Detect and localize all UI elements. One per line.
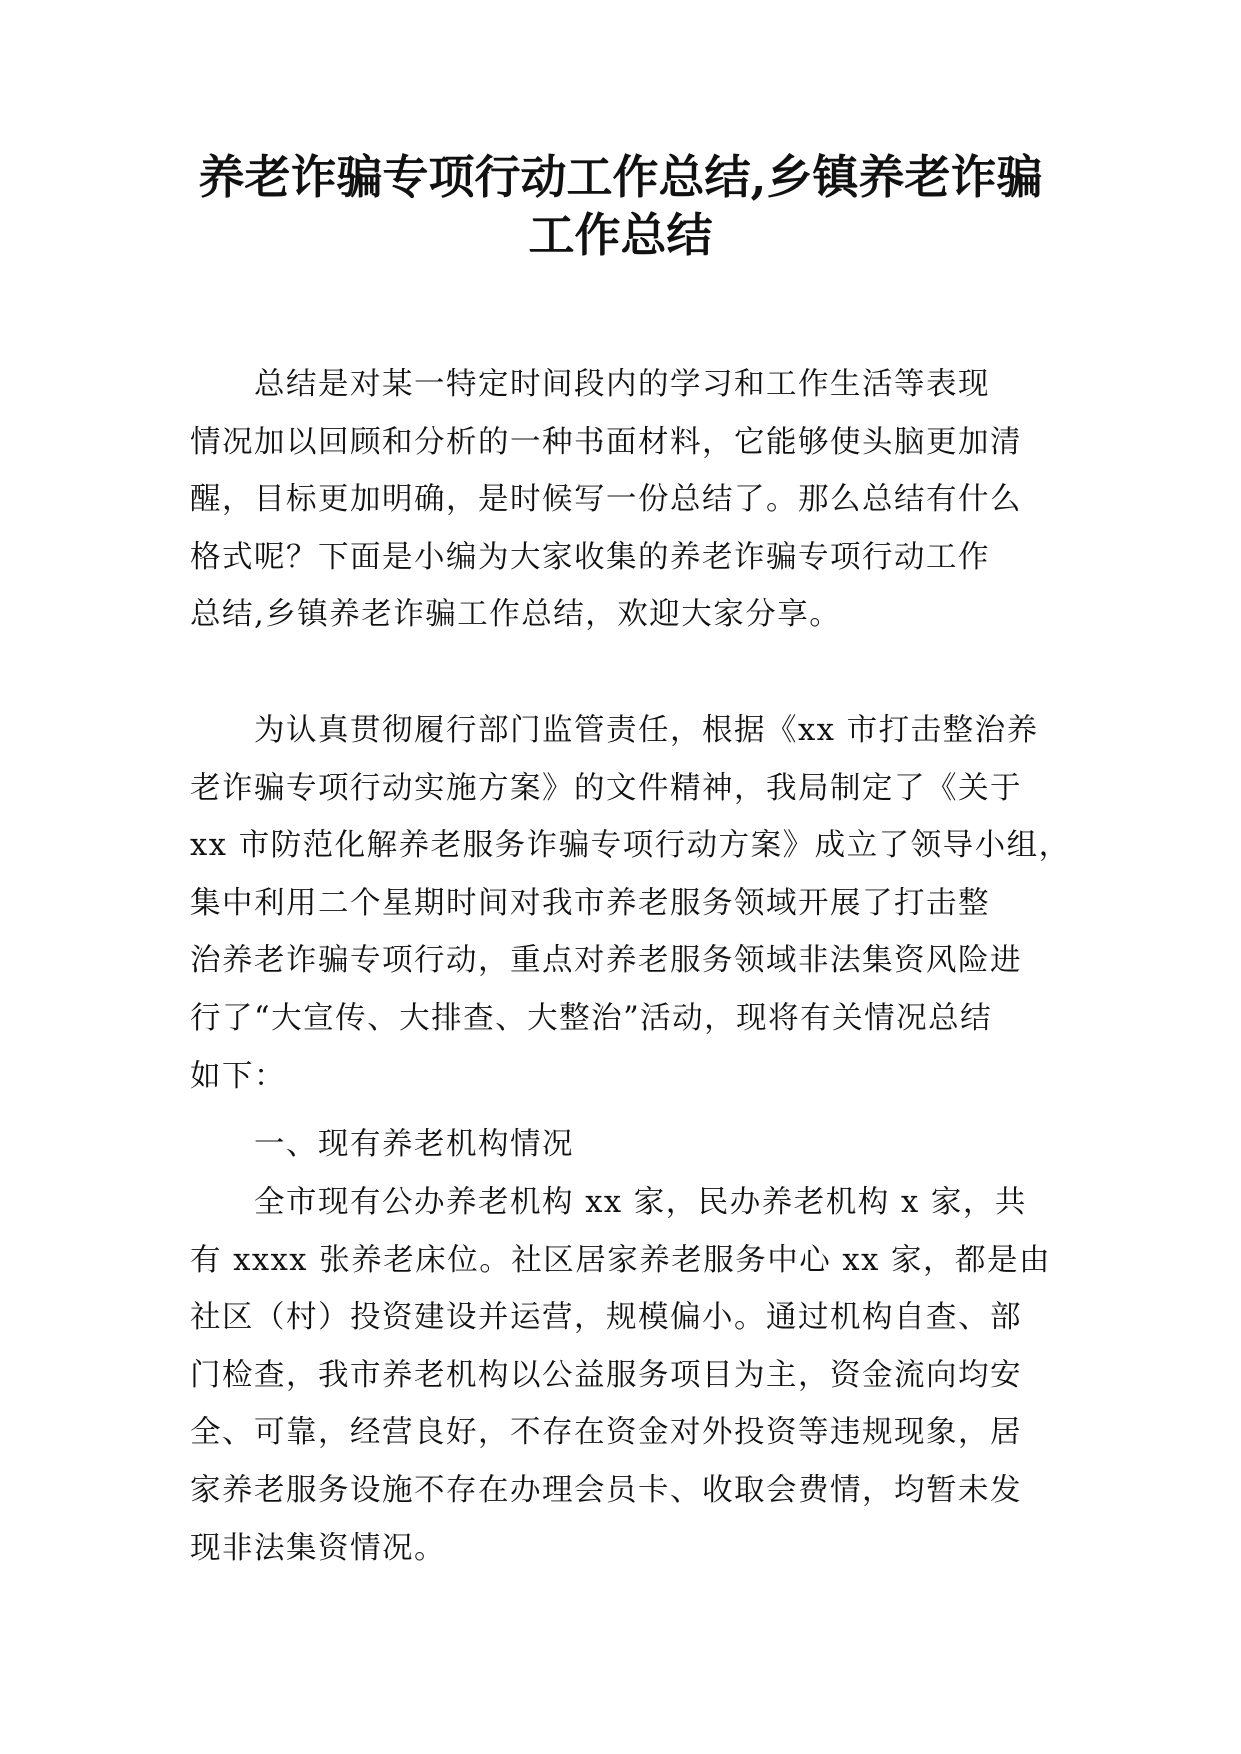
document-title <box>150 148 1091 264</box>
text-line: 总结是对某一特定时间段内的学习和工作生活等表现 <box>254 367 990 402</box>
text-line: 格式呢？下面是小编为大家收集的养老诈骗专项行动工作 <box>190 539 990 575</box>
text-line: 情况加以回顾和分析的一种书面材料，它能够使头脑更加清 <box>190 424 1022 460</box>
text-line: 家养老服务设施不存在办理会员卡、收取会费情，均暂未发 <box>190 1472 1022 1508</box>
body-paragraph-2 <box>190 1174 1055 1577</box>
text-line: 醒，目标更加明确，是时候写一份总结了。那么总结有什么 <box>190 482 1022 518</box>
text-line: 集中利用二个星期时间对我市养老服务领域开展了打击整 <box>190 885 990 921</box>
text-line: 全、可靠，经营良好，不存在资金对外投资等违规现象，居 <box>190 1415 1022 1451</box>
text-line: 行了“大宣传、大排查、大整治”活动，现将有关情况总结 <box>190 1000 993 1036</box>
text-line: 总结,乡镇养老诈骗工作总结，欢迎大家分享。 <box>190 597 842 633</box>
text-line: 有 xxxx 张养老床位。社区居家养老服务中心 xx 家，都是由 <box>190 1242 1051 1278</box>
text-line: 现非法集资情况。 <box>190 1530 446 1566</box>
text-line: xx 市防范化解养老服务诈骗专项行动方案》成立了领导小组， <box>190 828 1071 864</box>
text-line: 如下： <box>190 1058 286 1094</box>
text-line: 老诈骗专项行动实施方案》的文件精神，我局制定了《关于 <box>190 770 1022 806</box>
section-heading <box>190 1116 1055 1174</box>
title-line-1: 养老诈骗专项行动工作总结,乡镇养老诈骗 <box>198 150 1043 204</box>
section-heading-text: 一、现有养老机构情况 <box>254 1127 574 1162</box>
text-line: 为认真贯彻履行部门监管责任，根据《xx 市打击整治养 <box>254 713 1039 748</box>
body-paragraph-1 <box>190 702 1071 1105</box>
text-line: 门检查，我市养老机构以公益服务项目为主，资金流向均安 <box>190 1357 1022 1393</box>
text-line: 全市现有公办养老机构 xx 家，民办养老机构 x 家，共 <box>254 1185 1027 1220</box>
text-line: 治养老诈骗专项行动，重点对养老服务领域非法集资风险进 <box>190 943 1022 979</box>
intro-paragraph <box>190 356 1055 644</box>
text-line: 社区（村）投资建设并运营，规模偏小。通过机构自查、部 <box>190 1300 1022 1336</box>
title-line-2: 工作总结 <box>528 208 713 262</box>
